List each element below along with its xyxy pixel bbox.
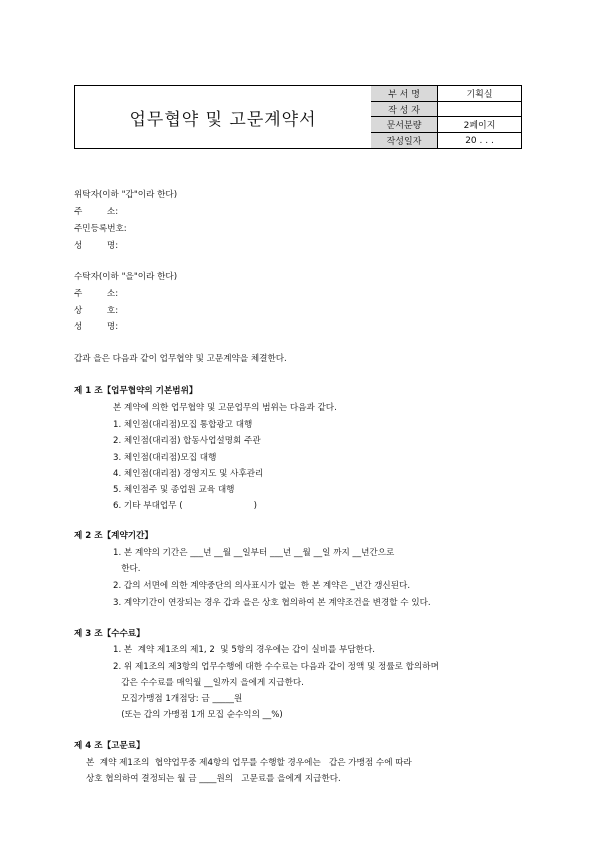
article-3-line: 1. 본 계약 제1조의 제1, 2 및 5항의 경우에는 갑이 실비를 부담한다. — [113, 645, 375, 655]
party-b-heading: 수탁자(이하 "을"이라 한다) — [74, 272, 178, 282]
article-3-line: 갑은 수수료를 매익월 __일까지 을에게 지급한다. — [113, 678, 304, 688]
article-1-line: 5. 체인점주 및 종업원 교육 대행 — [113, 485, 235, 495]
article-1-line: 2. 체인점(대리점) 합동사업설명회 주관 — [113, 436, 261, 446]
article-1-line: 4. 체인점(대리점) 경영지도 및 사후관리 — [113, 469, 264, 479]
article-1-line: 6. 기타 부대업무 ( ) — [113, 501, 257, 511]
party-a-address-label: 주 소: — [74, 207, 119, 217]
article-1-line: 3. 체인점(대리점)모집 대행 — [113, 453, 217, 463]
department-label: 부 서 명 — [371, 86, 438, 101]
party-a-name-label: 성 명: — [74, 241, 119, 251]
article-4-line: 본 계약 제1조의 협약업무중 제4항의 업무를 수행할 경우에는 갑은 가맹점 수에 따라 — [86, 758, 412, 768]
info-row-department — [371, 86, 521, 101]
party-a-heading: 위탁자(이하 "갑"이라 한다) — [74, 190, 178, 200]
article-3-line: (또는 갑의 가맹점 1개 모집 순수익의 __%) — [113, 710, 283, 720]
date-value: 20 . . . — [438, 133, 522, 148]
document-info-table — [371, 86, 521, 148]
article-1-line: 본 계약에 의한 업무협약 및 고문업무의 범위는 다음과 같다. — [113, 403, 337, 413]
contract-intro: 갑과 을은 다음과 같이 업무협약 및 고문계약을 체결한다. — [74, 354, 287, 364]
article-1-line: 1. 체인점(대리점)모집 통합광고 대행 — [113, 420, 253, 430]
party-a-id-label: 주민등록번호: — [74, 224, 127, 234]
party-b-address-label: 주 소: — [74, 289, 119, 299]
party-b-name-label: 성 명: — [74, 322, 119, 332]
article-2-line: 한다. — [113, 564, 141, 574]
article-2-heading: 제 2 조【계약기간】 — [74, 531, 153, 541]
article-3-line: 모집가맹점 1개점당: 금 _____원 — [113, 694, 243, 704]
pages-label: 문서분량 — [371, 117, 438, 133]
document-header — [74, 85, 522, 149]
pages-value: 2페이지 — [438, 117, 522, 133]
author-label: 작 성 자 — [371, 101, 438, 117]
author-value — [438, 101, 522, 117]
article-3-line: 2. 위 제1조의 제3항의 업무수행에 대한 수수료는 다음과 같이 정액 및 정률로 합의하며 — [113, 662, 439, 672]
article-4-line: 상호 협의하여 결정되는 월 금 ____원의 고문료를 을에게 지급한다. — [86, 774, 341, 784]
date-label: 작성일자 — [371, 133, 438, 148]
department-value: 기획실 — [438, 86, 522, 101]
info-row-author — [371, 101, 521, 117]
info-row-pages — [371, 117, 521, 133]
article-2-line: 1. 본 계약의 기간은 ___년 __월 __일부터 ___년 __월 __일 까지 __년간으로 — [113, 548, 395, 558]
article-4-heading: 제 4 조【고문료】 — [74, 741, 145, 751]
article-1-heading: 제 1 조【업무협약의 기본범위】 — [74, 386, 198, 396]
article-2-line: 2. 갑의 서면에 의한 계약중단의 의사표시가 없는 한 본 계약은 _년간 갱신된다. — [113, 581, 411, 591]
document-title: 업무협약 및 고문계약서 — [75, 86, 372, 148]
party-b-trade-label: 상 호: — [74, 306, 119, 316]
article-2-line: 3. 계약기간이 연장되는 경우 갑과 을은 상호 협의하여 본 계약조건을 변경할 수 있다. — [113, 598, 431, 608]
info-row-date — [371, 133, 521, 148]
article-3-heading: 제 3 조【수수료】 — [74, 629, 145, 639]
